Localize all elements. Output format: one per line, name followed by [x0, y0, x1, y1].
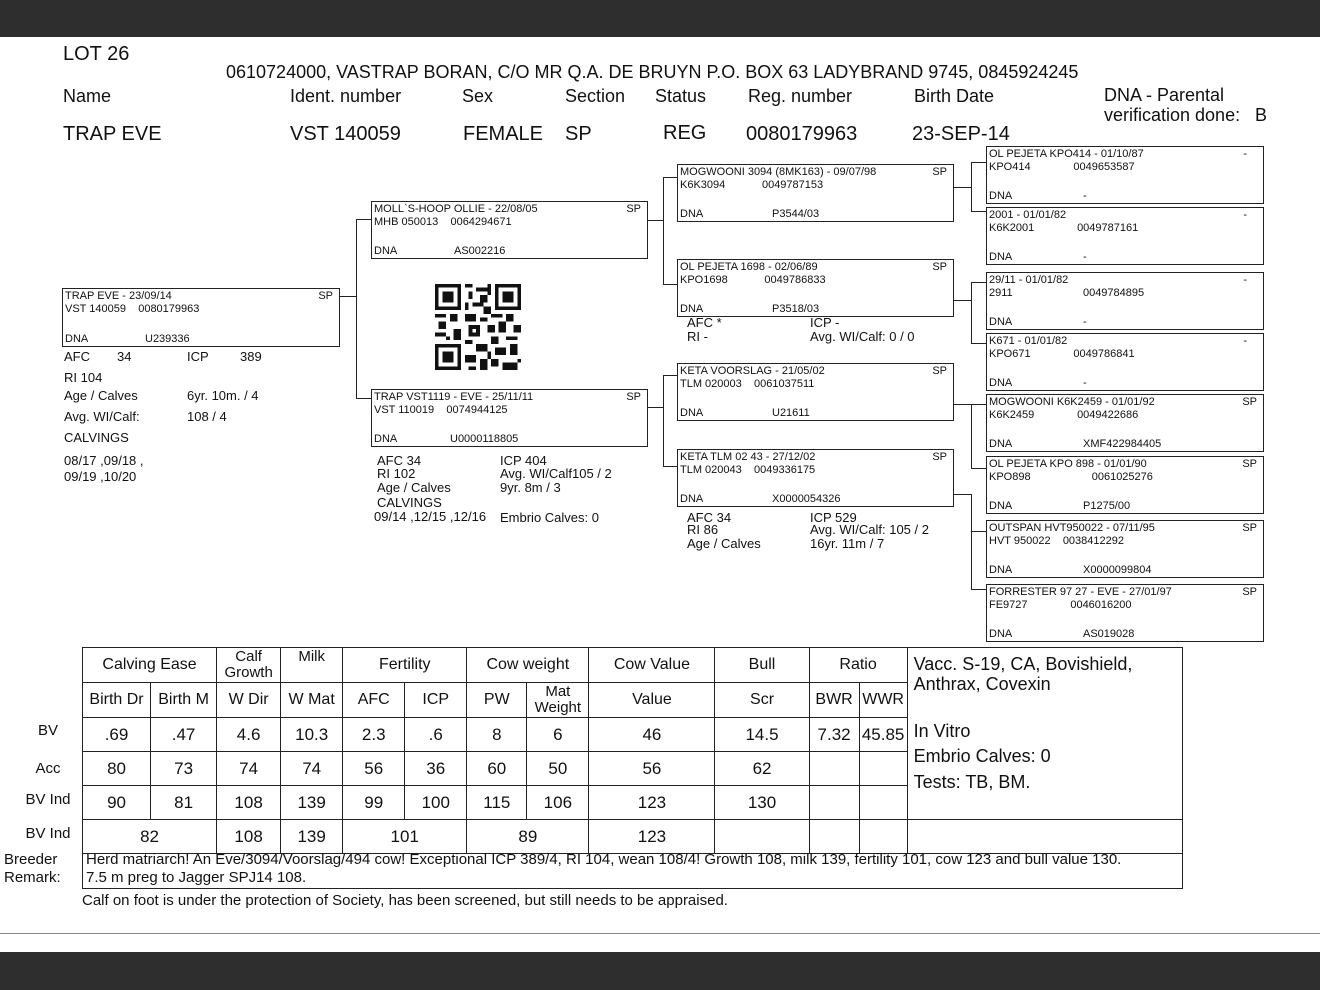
connector — [663, 284, 677, 285]
table-cell: 139 — [281, 786, 343, 820]
table-cell — [715, 820, 809, 854]
gp-title: KETA VOORSLAG - 21/05/02 — [680, 365, 825, 377]
dam-age-label: Age / Calves — [377, 480, 451, 495]
animal-wi-label: Avg. WI/Calf: — [64, 409, 140, 424]
ggp-box-6 — [986, 456, 1264, 514]
ggp-box-7 — [986, 520, 1264, 578]
dam-calvings: 09/14 ,12/15 ,12/16 — [374, 509, 487, 524]
col-pw: PW — [467, 683, 527, 718]
gp-ident: TLM 020043 0049336175 — [680, 464, 816, 476]
ggp-dna-label: DNA — [989, 190, 1013, 202]
sire-dna-label: DNA — [374, 245, 398, 257]
table-cell: 80 — [83, 752, 151, 786]
animal-calvings-2: 09/19 ,10/20 — [64, 469, 137, 484]
table-cell — [809, 786, 859, 820]
connector — [648, 220, 664, 221]
gp-section: SP — [932, 451, 947, 463]
col-group-cow-weight: Cow weight — [467, 648, 589, 683]
animal-afc-label: AFC — [64, 349, 90, 364]
connector — [971, 494, 972, 590]
col-birth-m: Birth M — [151, 683, 217, 718]
table-cell: .6 — [405, 718, 467, 752]
dam-title: TRAP VST1119 - EVE - 25/11/11 — [374, 391, 534, 403]
ggp-section: SP — [1242, 396, 1257, 408]
gp-dna-label: DNA — [680, 303, 704, 315]
sire-ident: MHB 050013 0064294671 — [374, 216, 512, 228]
ggp-box-4 — [986, 333, 1264, 391]
remark-text-1: Herd matriarch! An Eve/3094/Voorslag/494 cow! Exceptional ICP 389/4, RI 104, wean 108/4! Growth 108, milk 139, fertility 101, cow 123 and bull value 130. — [86, 851, 1122, 868]
sex-value: FEMALE — [463, 123, 544, 145]
ggp-section: - — [1243, 335, 1247, 347]
gp2-ri: RI - — [687, 329, 708, 344]
connector — [971, 343, 986, 344]
ggp-dna-label: DNA — [989, 316, 1013, 328]
col-afc: AFC — [343, 683, 405, 718]
col-value: Value — [589, 683, 715, 718]
gp-section: SP — [932, 166, 947, 178]
table-cell: 6 — [527, 718, 589, 752]
ggp-ident: FE9727 0046016200 — [989, 599, 1132, 611]
ggp-box-5 — [986, 394, 1264, 452]
ggp-box-1 — [986, 146, 1264, 204]
connector — [971, 468, 986, 469]
ggp-title: FORRESTER 97 27 - EVE - 27/01/97 — [989, 586, 1172, 598]
gp-title: OL PEJETA 1698 - 02/06/89 — [680, 261, 818, 273]
ggp-dna-label: DNA — [989, 377, 1013, 389]
dam-icp: ICP 404 — [500, 453, 547, 468]
table-cell — [859, 786, 907, 820]
gp-box-4 — [677, 449, 954, 507]
section-label: Section — [565, 86, 626, 106]
dam-dna-value: U0000118805 — [450, 433, 519, 445]
remark-box — [82, 851, 1183, 889]
birth-label: Birth Date — [914, 86, 995, 106]
gp-ident: TLM 020003 0061037511 — [680, 378, 815, 390]
table-cell: 130 — [715, 786, 809, 820]
dam-ident: VST 110019 0074944125 — [374, 404, 508, 416]
col-birth-dr: Birth Dr — [83, 683, 151, 718]
col-group-calving-ease: Calving Ease — [83, 648, 217, 683]
gp-title: KETA TLM 02 43 - 27/12/02 — [680, 451, 816, 463]
ggp-dna-label: DNA — [989, 628, 1013, 640]
sex-label: Sex — [462, 86, 494, 106]
animal-age: 6yr. 10m. / 4 — [187, 388, 259, 403]
side-notes — [907, 648, 1182, 820]
table-cell: 81 — [151, 786, 217, 820]
gp4-icp: ICP 529 — [810, 510, 857, 525]
connector — [971, 531, 986, 532]
ggp-title: 2001 - 01/01/82 — [989, 209, 1067, 221]
table-cell: 99 — [343, 786, 405, 820]
animal-ri: RI 104 — [64, 370, 103, 385]
table-cell: 4.6 — [217, 718, 281, 752]
col-group-milk: Milk — [281, 648, 343, 683]
gp4-ri: RI 86 — [687, 522, 719, 537]
gp-section: SP — [932, 365, 947, 377]
animal-dna-label: DNA — [65, 333, 89, 345]
row-label-bv-ind: BV Ind — [25, 791, 71, 808]
table-cell: 74 — [217, 752, 281, 786]
connector — [971, 162, 986, 163]
row-label-bv-ind-2: BV Ind — [25, 825, 71, 842]
table-cell: 89 — [467, 820, 589, 854]
animal-calvings-1: 08/17 ,09/18 , — [64, 453, 144, 468]
row-label-bv: BV — [37, 722, 58, 739]
table-cell: 108 — [217, 786, 281, 820]
ggp-ident: K6K2001 0049787161 — [989, 222, 1139, 234]
table-cell: 90 — [83, 786, 151, 820]
name-value: TRAP EVE — [63, 123, 162, 145]
dam-wi: Avg. WI/Calf105 / 2 — [500, 466, 612, 481]
connector — [663, 177, 677, 178]
divider — [0, 933, 1320, 934]
ggp-section: - — [1243, 148, 1247, 160]
connector — [971, 211, 986, 212]
table-cell — [907, 820, 1182, 854]
sire-box — [371, 201, 648, 259]
ggp-dna-label: DNA — [989, 500, 1013, 512]
table-cell: 73 — [151, 752, 217, 786]
remark-label-2: Remark: — [4, 869, 61, 886]
ggp-dna-value: XMF422984405 — [1083, 438, 1162, 450]
gp4-afc: AFC 34 — [687, 510, 732, 525]
col-group-cow-value: Cow Value — [589, 648, 715, 683]
col-group-ratio: Ratio — [809, 648, 907, 683]
ggp-title: OL PEJETA KPO 898 - 01/01/90 — [989, 458, 1147, 470]
table-cell — [809, 752, 859, 786]
gp4-age: 16yr. 11m / 7 — [810, 536, 885, 551]
table-cell: 10.3 — [281, 718, 343, 752]
col-scr: Scr — [715, 683, 809, 718]
connector — [954, 404, 972, 405]
ggp-ident: 2911 0049784895 — [989, 287, 1145, 299]
connector — [356, 219, 372, 220]
table-cell: 82 — [83, 820, 217, 854]
col-group-bull: Bull — [715, 648, 809, 683]
ggp-ident: K6K2459 0049422686 — [989, 409, 1139, 421]
ggp-dna-value: - — [1083, 377, 1087, 389]
ggp-dna-value: X0000099804 — [1083, 564, 1152, 576]
animal-ident: VST 140059 0080179963 — [65, 303, 200, 315]
gp2-icp: ICP - — [810, 315, 840, 330]
table-cell: 56 — [343, 752, 405, 786]
footer-note: Calf on foot is under the protection of Society, has been screened, but still needs to be appraised. — [82, 892, 728, 909]
table-cell: 101 — [343, 820, 467, 854]
gp-ident: KPO1698 0049786833 — [680, 274, 826, 286]
table-cell: 74 — [281, 752, 343, 786]
dam-embrio: Embrio Calves: 0 — [500, 510, 599, 525]
table-cell: 139 — [281, 820, 343, 854]
table-cell: 123 — [589, 820, 715, 854]
dna-label-2: verification done: — [1104, 105, 1241, 125]
ggp-section: SP — [1242, 458, 1257, 470]
connector — [954, 494, 972, 495]
ggp-title: K671 - 01/01/82 — [989, 335, 1068, 347]
ggp-dna-label: DNA — [989, 251, 1013, 263]
animal-icp-label: ICP — [187, 349, 209, 364]
animal-box — [62, 288, 340, 347]
remark-label-1: Breeder — [4, 851, 58, 868]
table-cell: 56 — [589, 752, 715, 786]
bottom-bar — [0, 952, 1320, 990]
col-wwr: WWR — [859, 683, 907, 718]
ggp-title: OL PEJETA KPO414 - 01/10/87 — [989, 148, 1144, 160]
connector — [356, 219, 357, 399]
name-label: Name — [63, 86, 112, 106]
animal-icp: 389 — [240, 349, 262, 364]
gp4-age-label: Age / Calves — [687, 536, 761, 551]
dna-label-1: DNA - Parental — [1104, 85, 1225, 105]
in-vitro: In Vitro — [913, 721, 971, 741]
connector — [663, 466, 677, 467]
gp-ident: K6K3094 0049787153 — [680, 179, 824, 191]
ggp-box-3 — [986, 272, 1264, 330]
lot-number: LOT 26 — [63, 43, 130, 65]
reg-value: 0080179963 — [746, 123, 858, 145]
connector — [663, 177, 664, 285]
connector — [954, 300, 972, 301]
animal-wi: 108 / 4 — [187, 409, 227, 424]
col-group-fertility: Fertility — [343, 648, 467, 683]
vacc-text-2: Anthrax, Covexin — [913, 674, 1051, 694]
table-cell: 106 — [527, 786, 589, 820]
status-label: Status — [655, 86, 707, 106]
dna-value: B — [1255, 105, 1268, 125]
table-cell: 36 — [405, 752, 467, 786]
ident-label: Ident. number — [290, 86, 402, 106]
dam-calvings-label: CALVINGS — [377, 495, 442, 510]
tests: Tests: TB, BM. — [913, 772, 1031, 792]
qr-code — [432, 284, 524, 370]
connector — [971, 282, 986, 283]
table-cell: 123 — [589, 786, 715, 820]
ggp-ident: KPO898 0061025276 — [989, 471, 1153, 483]
table-cell: 7.32 — [809, 718, 859, 752]
gp-box-1 — [677, 164, 954, 222]
dam-box — [371, 389, 648, 447]
table-cell: 60 — [467, 752, 527, 786]
table-cell — [859, 752, 907, 786]
table-row-bv-ind-grouped — [83, 820, 1183, 854]
connector — [356, 398, 372, 399]
reg-label: Reg. number — [748, 86, 853, 106]
sire-dna-value: AS002216 — [454, 245, 506, 257]
ggp-dna-value: - — [1083, 316, 1087, 328]
gp2-afc: AFC * — [687, 315, 722, 330]
table-cell: 46 — [589, 718, 715, 752]
table-cell: 2.3 — [343, 718, 405, 752]
ggp-box-2 — [986, 207, 1264, 265]
table-cell: .69 — [83, 718, 151, 752]
table-cell: 100 — [405, 786, 467, 820]
status-value: REG — [663, 122, 707, 144]
connector — [971, 162, 972, 212]
sire-title: MOLL`S-HOOP OLLIE - 22/08/05 — [374, 203, 538, 215]
ggp-ident: KPO414 0049653587 — [989, 161, 1135, 173]
col-icp: ICP — [405, 683, 467, 718]
dam-afc: AFC 34 — [377, 453, 422, 468]
section-value: SP — [565, 123, 592, 145]
animal-title: TRAP EVE - 23/09/14 — [65, 290, 172, 302]
connector — [648, 407, 664, 408]
gp2-wi: Avg. WI/Calf: 0 / 0 — [810, 329, 915, 344]
gp-dna-value: U21611 — [772, 407, 810, 419]
vacc-text: Vacc. S-19, CA, Bovishield, — [913, 654, 1133, 674]
ggp-title: 29/11 - 01/01/82 — [989, 274, 1069, 286]
ggp-dna-label: DNA — [989, 438, 1013, 450]
ggp-ident: KPO671 0049786841 — [989, 348, 1135, 360]
ggp-ident: HVT 950022 0038412292 — [989, 535, 1124, 547]
ggp-section: SP — [1242, 522, 1257, 534]
col-mat-weight: Mat Weight — [527, 683, 589, 718]
dam-dna-label: DNA — [374, 433, 398, 445]
dam-section: SP — [626, 391, 641, 403]
table-cell: 45.85 — [859, 718, 907, 752]
gp4-wi: Avg. WI/Calf: 105 / 2 — [810, 522, 929, 537]
dam-age: 9yr. 8m / 3 — [500, 480, 561, 495]
table-cell: .47 — [151, 718, 217, 752]
gp-dna-label: DNA — [680, 493, 704, 505]
ggp-title: MOGWOONI K6K2459 - 01/01/92 — [989, 396, 1155, 408]
table-cell: 115 — [467, 786, 527, 820]
table-cell: 8 — [467, 718, 527, 752]
connector — [971, 589, 986, 590]
animal-dna-value: U239336 — [145, 333, 190, 345]
sire-section: SP — [626, 203, 641, 215]
connector — [663, 375, 664, 467]
breeder-line: 0610724000, VASTRAP BORAN, C/O MR Q.A. DE BRUYN P.O. BOX 63 LADYBRAND 9745, 0845924245 — [226, 62, 1079, 82]
table-cell — [809, 820, 859, 854]
animal-calvings-label: CALVINGS — [64, 430, 129, 445]
table-cell: 108 — [217, 820, 281, 854]
animal-section: SP — [318, 290, 333, 302]
animal-afc: 34 — [117, 349, 132, 364]
col-w-mat: W Mat — [281, 683, 343, 718]
ggp-dna-value: - — [1083, 190, 1087, 202]
table-cell: 14.5 — [715, 718, 809, 752]
connector — [971, 282, 972, 344]
connector — [971, 404, 986, 405]
col-bwr: BWR — [809, 683, 859, 718]
gp-dna-value: X0000054326 — [772, 493, 841, 505]
remark-text-2: 7.5 m preg to Jagger SPJ14 108. — [86, 869, 307, 886]
table-cell — [859, 820, 907, 854]
ggp-dna-value: AS019028 — [1083, 628, 1135, 640]
ggp-box-8 — [986, 584, 1264, 642]
embrio-calves: Embrio Calves: 0 — [913, 746, 1051, 766]
connector — [663, 375, 677, 376]
bv-table — [82, 647, 1183, 854]
connector — [954, 187, 972, 188]
ggp-section: - — [1243, 209, 1247, 221]
gp-dna-value: P3518/03 — [772, 303, 820, 315]
birth-value: 23-SEP-14 — [912, 123, 1010, 145]
col-w-dir: W Dir — [217, 683, 281, 718]
ggp-title: OUTSPAN HVT950022 - 07/11/95 — [989, 522, 1155, 534]
gp-dna-label: DNA — [680, 208, 704, 220]
ggp-dna-value: - — [1083, 251, 1087, 263]
table-cell: 62 — [715, 752, 809, 786]
gp-box-3 — [677, 363, 954, 421]
ggp-section: - — [1243, 274, 1247, 286]
ggp-section: SP — [1242, 586, 1257, 598]
gp-dna-value: P3544/03 — [772, 208, 820, 220]
table-cell: 50 — [527, 752, 589, 786]
connector — [971, 404, 972, 469]
gp-box-2 — [677, 259, 954, 317]
gp-dna-label: DNA — [680, 407, 704, 419]
row-label-acc: Acc — [35, 760, 61, 777]
ggp-dna-value: P1275/00 — [1083, 500, 1131, 512]
ident-value: VST 140059 — [290, 123, 401, 145]
gp-section: SP — [932, 261, 947, 273]
ggp-dna-label: DNA — [989, 564, 1013, 576]
top-bar — [0, 0, 1320, 37]
connector — [339, 296, 357, 297]
col-group-calf-growth: Calf Growth — [217, 648, 281, 683]
animal-age-label: Age / Calves — [64, 388, 138, 403]
dam-ri: RI 102 — [377, 466, 416, 481]
gp-title: MOGWOONI 3094 (8MK163) - 09/07/98 — [680, 166, 877, 178]
